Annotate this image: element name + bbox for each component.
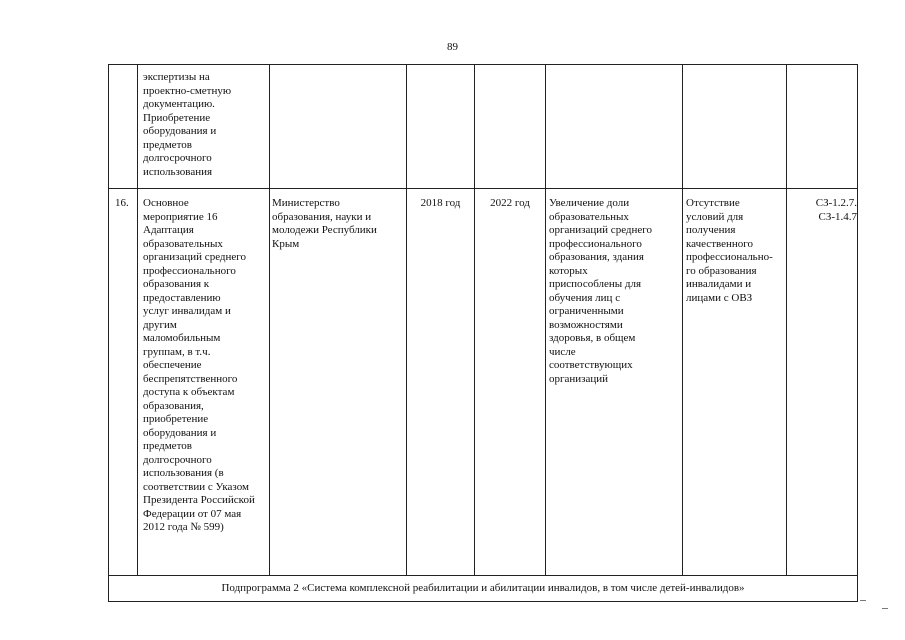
column-divider: [474, 65, 475, 575]
row-divider: [109, 188, 857, 189]
row-divider: [109, 575, 857, 576]
indicator-codes: СЗ-1.2.7. СЗ-1.4.7: [815, 197, 857, 223]
expected-result: Увеличение доли образовательных организаций среднего профессионального образования, здания которых приспособлены для обучения лиц с ограниченными возможностями здоровья, в общем числе соответствующих организаций: [549, 197, 653, 385]
activity-description: Основное мероприятие 16 Адаптация образовательных организаций среднего профессионального образования к предоставлению услуг инвалидам и другим маломобильным группам, в т.ч. обеспечение беспрепятственного доступа к объектам образования, приобретение оборудования и предметов долгосрочного использования (в соответствии с Указом Президента Российской Федерации от 07 мая 2012 года № 599): [143, 197, 255, 533]
continuation-activity-text: экспертизы на проектно-сметную документацию. Приобретение оборудования и предметов долгосрочного использования: [143, 71, 232, 178]
column-divider: [269, 65, 270, 575]
column-divider: [545, 65, 546, 575]
row-number: 16.: [115, 197, 129, 209]
scan-mark: [860, 600, 866, 601]
program-activities-table: [108, 64, 858, 602]
start-year: 2018 год: [420, 197, 461, 209]
end-year: 2022 год: [490, 197, 530, 209]
column-divider: [682, 65, 683, 575]
column-divider: [406, 65, 407, 575]
non-implementation-consequences: Отсутствие условий для получения качественного профессионально- го образования инвалидами и лицами с ОВЗ: [686, 197, 773, 304]
responsible-executor: Министерство образования, науки и молодежи Республики Крым: [272, 197, 377, 250]
subprogram-heading: Подпрограмма 2 «Система комплексной реабилитации и абилитации инвалидов, в том числе детей-инвалидов»: [221, 582, 745, 594]
scan-mark: [882, 608, 888, 609]
column-divider: [786, 65, 787, 575]
page-number: 89: [447, 41, 458, 53]
column-divider: [137, 65, 138, 575]
